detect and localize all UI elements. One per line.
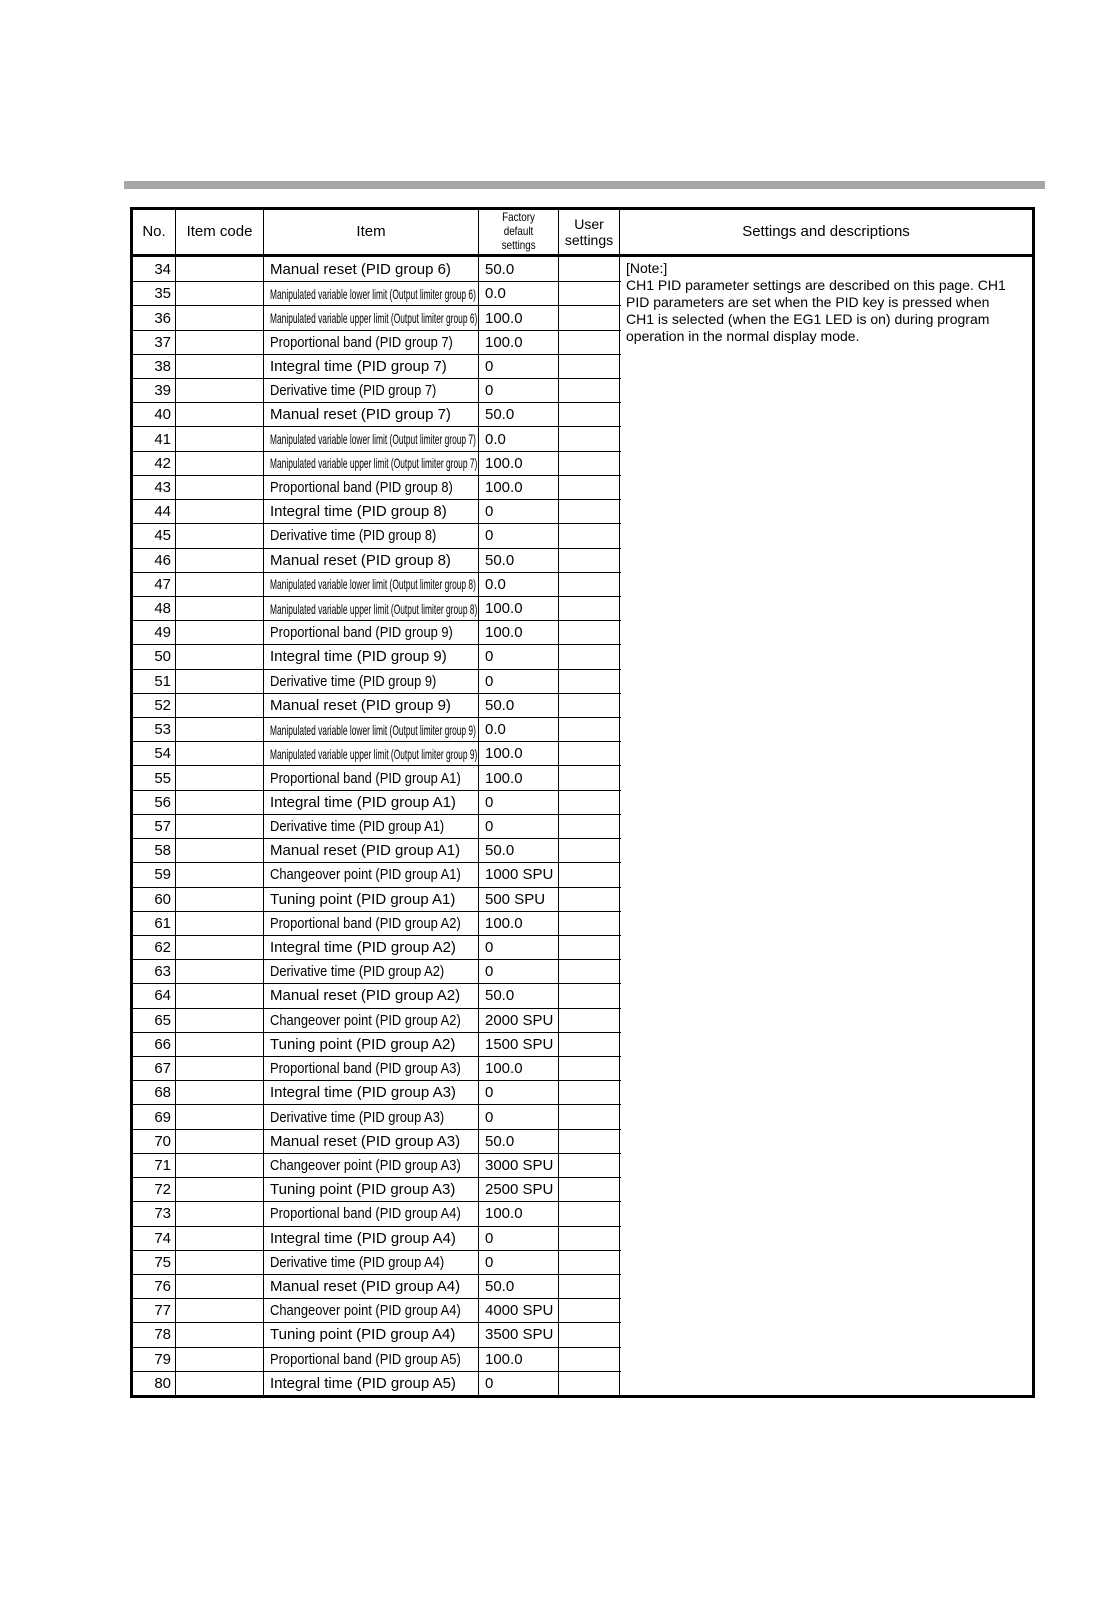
row-item-text: Manipulated variable upper limit (Output limiter group 7) — [270, 455, 478, 472]
row-item-text: Tuning point (PID group A3) — [270, 1181, 456, 1199]
row-item — [266, 694, 481, 717]
row-item-text: Manual reset (PID group A2) — [270, 987, 461, 1005]
note-title: [Note:] — [626, 260, 668, 276]
row-item-text: Integral time (PID group A4) — [270, 1229, 456, 1247]
table-row — [133, 257, 621, 281]
table-row — [133, 983, 621, 1007]
row-number: 59 — [154, 866, 171, 884]
row-item — [266, 549, 481, 572]
row-number: 48 — [154, 600, 171, 618]
row-factory-default: 50.0 — [485, 987, 515, 1005]
row-item-text: Derivative time (PID group A1) — [270, 817, 445, 835]
row-item — [266, 863, 481, 886]
row-item — [266, 960, 481, 983]
row-item — [266, 476, 481, 499]
table-row — [133, 1226, 621, 1250]
row-item-text: Derivative time (PID group 8) — [270, 527, 437, 545]
row-item-text: Proportional band (PID group A4) — [270, 1205, 461, 1223]
row-factory-default: 50.0 — [485, 696, 515, 714]
row-number: 64 — [154, 987, 171, 1005]
table-row — [133, 1347, 621, 1371]
row-item — [266, 1251, 481, 1274]
row-number: 55 — [154, 769, 171, 787]
row-item-text: Manual reset (PID group A4) — [270, 1278, 461, 1296]
row-number: 77 — [154, 1302, 171, 1320]
row-number: 74 — [154, 1229, 171, 1247]
row-number: 43 — [154, 479, 171, 496]
table-row — [133, 911, 621, 935]
row-item — [266, 331, 481, 354]
row-number: 45 — [154, 527, 171, 545]
row-factory-default: 3000 SPU — [485, 1156, 554, 1174]
table-row — [133, 741, 621, 765]
table-row — [133, 935, 621, 959]
row-number: 49 — [154, 624, 171, 642]
row-item-text: Integral time (PID group A2) — [270, 939, 456, 957]
row-item — [266, 839, 481, 862]
row-number: 39 — [154, 382, 171, 400]
row-item-text: Manual reset (PID group A3) — [270, 1132, 461, 1150]
row-item-text: Derivative time (PID group A2) — [270, 963, 445, 981]
row-item-text: Proportional band (PID group A2) — [270, 914, 461, 932]
row-item-text: Integral time (PID group 9) — [270, 648, 447, 666]
row-number: 42 — [154, 454, 171, 472]
table-row — [133, 548, 621, 572]
row-factory-default: 100.0 — [485, 454, 523, 472]
row-number: 60 — [154, 890, 171, 908]
row-factory-default: 100.0 — [485, 333, 523, 351]
table-row — [133, 475, 621, 499]
row-item-text: Proportional band (PID group A1) — [270, 769, 461, 787]
row-number: 68 — [154, 1084, 171, 1102]
row-item-text: Manipulated variable lower limit (Output limiter group 6) — [270, 285, 476, 302]
row-factory-default: 50.0 — [485, 1278, 515, 1296]
row-item — [266, 742, 481, 765]
row-factory-default: 0 — [485, 648, 494, 666]
row-number: 37 — [154, 333, 171, 351]
row-item — [266, 1323, 481, 1346]
row-factory-default: 0 — [485, 939, 494, 957]
row-factory-default: 100.0 — [485, 624, 523, 642]
row-number: 34 — [154, 260, 171, 278]
table-row — [133, 1177, 621, 1201]
row-factory-default: 0.0 — [485, 430, 506, 448]
table-row — [133, 693, 621, 717]
table-row — [133, 838, 621, 862]
header-factory-default — [479, 210, 558, 254]
row-factory-default: 100.0 — [485, 769, 523, 787]
row-item — [266, 452, 481, 475]
row-item — [266, 718, 481, 741]
header-user-line1: User — [574, 215, 604, 232]
table-row — [133, 572, 621, 596]
table-row — [133, 644, 621, 668]
row-factory-default: 3500 SPU — [485, 1326, 554, 1344]
row-number: 73 — [154, 1205, 171, 1223]
parameter-table — [130, 207, 1035, 1398]
row-number: 62 — [154, 939, 171, 957]
table-row — [133, 451, 621, 475]
row-item — [266, 1081, 481, 1104]
row-item-text: Manual reset (PID group 8) — [270, 551, 451, 569]
row-number: 61 — [154, 914, 171, 932]
table-row — [133, 1008, 621, 1032]
row-item — [266, 355, 481, 378]
row-item-text: Proportional band (PID group 8) — [270, 479, 453, 496]
row-item-text: Manual reset (PID group 6) — [270, 260, 451, 278]
table-row — [133, 814, 621, 838]
table-row — [133, 305, 621, 329]
row-number: 76 — [154, 1278, 171, 1296]
row-number: 65 — [154, 1011, 171, 1029]
row-factory-default: 0.0 — [485, 721, 506, 739]
header-user-settings — [559, 210, 619, 254]
row-factory-default: 100.0 — [485, 914, 523, 932]
row-factory-default: 0.0 — [485, 285, 506, 303]
row-item-text: Derivative time (PID group 9) — [270, 672, 437, 690]
table-row — [133, 1056, 621, 1080]
row-item-text: Derivative time (PID group A3) — [270, 1108, 445, 1126]
row-item-text: Manual reset (PID group 9) — [270, 696, 451, 714]
row-factory-default: 50.0 — [485, 260, 515, 278]
table-row — [133, 523, 621, 547]
row-item-text: Proportional band (PID group 9) — [270, 624, 453, 642]
row-number: 38 — [154, 357, 171, 375]
row-item — [266, 597, 481, 620]
row-factory-default: 0 — [485, 1084, 494, 1102]
row-item — [266, 427, 481, 450]
row-item-text: Proportional band (PID group 7) — [270, 333, 453, 351]
row-item-text: Manipulated variable upper limit (Output limiter group 8) — [270, 600, 478, 617]
row-factory-default: 2000 SPU — [485, 1011, 554, 1029]
row-factory-default: 50.0 — [485, 842, 515, 860]
row-number: 54 — [154, 745, 171, 763]
row-number: 71 — [154, 1156, 171, 1174]
row-item-text: Tuning point (PID group A1) — [270, 890, 456, 908]
row-item — [266, 766, 481, 789]
row-item-text: Proportional band (PID group A5) — [270, 1350, 461, 1368]
table-row — [133, 717, 621, 741]
row-item-text: Integral time (PID group A1) — [270, 793, 456, 811]
row-factory-default: 0 — [485, 357, 494, 375]
row-number: 56 — [154, 793, 171, 811]
row-item-text: Tuning point (PID group A4) — [270, 1326, 456, 1344]
row-item — [266, 1105, 481, 1128]
row-number: 66 — [154, 1035, 171, 1053]
table-row — [133, 887, 621, 911]
row-item — [266, 1275, 481, 1298]
row-number: 58 — [154, 842, 171, 860]
row-item — [266, 791, 481, 814]
table-row — [133, 596, 621, 620]
row-factory-default: 0 — [485, 1108, 494, 1126]
row-factory-default: 0 — [485, 1374, 494, 1392]
row-factory-default: 0 — [485, 382, 494, 400]
table-row — [133, 426, 621, 450]
header-no: No. — [142, 223, 166, 241]
row-number: 63 — [154, 963, 171, 981]
row-number: 36 — [154, 309, 171, 327]
table-row — [133, 1032, 621, 1056]
table-row — [133, 499, 621, 523]
row-number: 69 — [154, 1108, 171, 1126]
table-row — [133, 1322, 621, 1346]
row-item — [266, 1154, 481, 1177]
row-item — [266, 645, 481, 668]
row-number: 78 — [154, 1326, 171, 1344]
row-number: 75 — [154, 1253, 171, 1271]
row-item — [266, 524, 481, 547]
table-row — [133, 1153, 621, 1177]
row-item-text: Manual reset (PID group 7) — [270, 406, 451, 424]
row-item — [266, 1202, 481, 1225]
row-factory-default: 1000 SPU — [485, 866, 554, 884]
row-factory-default: 50.0 — [485, 551, 515, 569]
row-item-text: Changeover point (PID group A1) — [270, 866, 461, 884]
row-item — [266, 403, 481, 426]
row-number: 41 — [154, 430, 171, 448]
table-row — [133, 862, 621, 886]
row-item — [266, 815, 481, 838]
row-item — [266, 888, 481, 911]
row-factory-default: 100.0 — [485, 309, 523, 327]
row-number: 57 — [154, 817, 171, 835]
row-number: 53 — [154, 721, 171, 739]
row-number: 72 — [154, 1181, 171, 1199]
row-item-text: Derivative time (PID group A4) — [270, 1253, 445, 1271]
row-item-text: Manipulated variable upper limit (Output limiter group 9) — [270, 745, 478, 762]
row-item — [266, 936, 481, 959]
row-factory-default: 2500 SPU — [485, 1181, 554, 1199]
table-row — [133, 1298, 621, 1322]
row-item-text: Manipulated variable lower limit (Output limiter group 7) — [270, 431, 476, 448]
table-row — [133, 1371, 621, 1395]
table-row — [133, 959, 621, 983]
row-factory-default: 100.0 — [485, 600, 523, 618]
row-item — [266, 1227, 481, 1250]
row-factory-default: 100.0 — [485, 479, 523, 496]
table-row — [133, 281, 621, 305]
row-item-text: Proportional band (PID group A3) — [270, 1060, 461, 1078]
table-row — [133, 1250, 621, 1274]
header-descriptions: Settings and descriptions — [742, 223, 910, 241]
row-number: 40 — [154, 406, 171, 424]
row-factory-default: 0 — [485, 1253, 494, 1271]
row-factory-default: 0 — [485, 503, 494, 521]
table-row — [133, 1201, 621, 1225]
note — [626, 260, 1018, 345]
row-item-text: Integral time (PID group A5) — [270, 1374, 456, 1392]
row-item — [266, 1348, 481, 1371]
row-item — [266, 912, 481, 935]
table-row — [133, 1274, 621, 1298]
row-factory-default: 50.0 — [485, 406, 515, 424]
header-user-line2: settings — [564, 232, 614, 248]
row-item-text: Manual reset (PID group A1) — [270, 842, 461, 860]
row-item-text: Changeover point (PID group A4) — [270, 1302, 461, 1320]
row-factory-default: 0 — [485, 793, 494, 811]
row-factory-default: 0 — [485, 527, 494, 545]
row-number: 79 — [154, 1350, 171, 1368]
top-rule — [124, 181, 1045, 189]
row-item — [266, 573, 481, 596]
row-item — [266, 282, 481, 305]
row-factory-default: 0.0 — [485, 575, 506, 593]
row-item — [266, 670, 481, 693]
row-number: 80 — [154, 1374, 171, 1392]
row-factory-default: 100.0 — [485, 1060, 523, 1078]
row-item — [266, 1299, 481, 1322]
row-factory-default: 0 — [485, 963, 494, 981]
row-item — [266, 379, 481, 402]
row-number: 50 — [154, 648, 171, 666]
row-number: 35 — [154, 285, 171, 303]
table-row — [133, 330, 621, 354]
table-row — [133, 790, 621, 814]
row-factory-default: 500 SPU — [485, 890, 546, 908]
row-item-text: Manipulated variable lower limit (Output limiter group 9) — [270, 721, 476, 738]
row-factory-default: 50.0 — [485, 1132, 515, 1150]
row-item-text: Tuning point (PID group A2) — [270, 1035, 456, 1053]
row-number: 67 — [154, 1060, 171, 1078]
table-row — [133, 1129, 621, 1153]
row-factory-default: 100.0 — [485, 1350, 523, 1368]
row-number: 47 — [154, 575, 171, 593]
header-factory-default-line1: Factory default — [502, 210, 535, 239]
header-item: Item — [356, 223, 386, 241]
table-row — [133, 765, 621, 789]
row-item — [266, 984, 481, 1007]
row-item-text: Manipulated variable upper limit (Output limiter group 6) — [270, 310, 478, 327]
row-item-text: Integral time (PID group 7) — [270, 357, 447, 375]
table-row — [133, 378, 621, 402]
row-item-text: Changeover point (PID group A2) — [270, 1011, 461, 1029]
table-row — [133, 354, 621, 378]
row-item — [266, 257, 481, 281]
row-factory-default: 100.0 — [485, 745, 523, 763]
header-factory-default-line2: settings — [501, 237, 536, 252]
row-item-text: Integral time (PID group A3) — [270, 1084, 456, 1102]
row-factory-default: 4000 SPU — [485, 1302, 554, 1320]
row-factory-default: 0 — [485, 817, 494, 835]
row-number: 46 — [154, 551, 171, 569]
note-text: CH1 PID parameter settings are described on this page. CH1 PID parameters are set when the PID key is pressed when CH1 is selected (when the EG1 LED is on) during program operation in the normal display mode. — [626, 277, 1006, 344]
row-factory-default: 100.0 — [485, 1205, 523, 1223]
table-row — [133, 620, 621, 644]
row-item — [266, 1130, 481, 1153]
row-item — [266, 306, 481, 329]
row-item — [266, 500, 481, 523]
table-row — [133, 669, 621, 693]
row-item — [266, 1178, 481, 1201]
row-item — [266, 1372, 481, 1395]
row-number: 51 — [154, 672, 171, 690]
row-factory-default: 1500 SPU — [485, 1035, 554, 1053]
row-item — [266, 1057, 481, 1080]
row-factory-default: 0 — [485, 672, 494, 690]
table-row — [133, 1080, 621, 1104]
row-item — [266, 1009, 481, 1032]
table-row — [133, 1104, 621, 1128]
table-row — [133, 402, 621, 426]
row-item — [266, 1033, 481, 1056]
row-number: 44 — [154, 503, 171, 521]
row-item-text: Integral time (PID group 8) — [270, 503, 447, 521]
row-item — [266, 621, 481, 644]
row-number: 52 — [154, 696, 171, 714]
row-item-text: Changeover point (PID group A3) — [270, 1156, 461, 1174]
row-item-text: Manipulated variable lower limit (Output limiter group 8) — [270, 576, 476, 593]
header-item-code: Item code — [186, 223, 253, 241]
row-number: 70 — [154, 1132, 171, 1150]
row-factory-default: 0 — [485, 1229, 494, 1247]
row-item-text: Derivative time (PID group 7) — [270, 382, 437, 400]
